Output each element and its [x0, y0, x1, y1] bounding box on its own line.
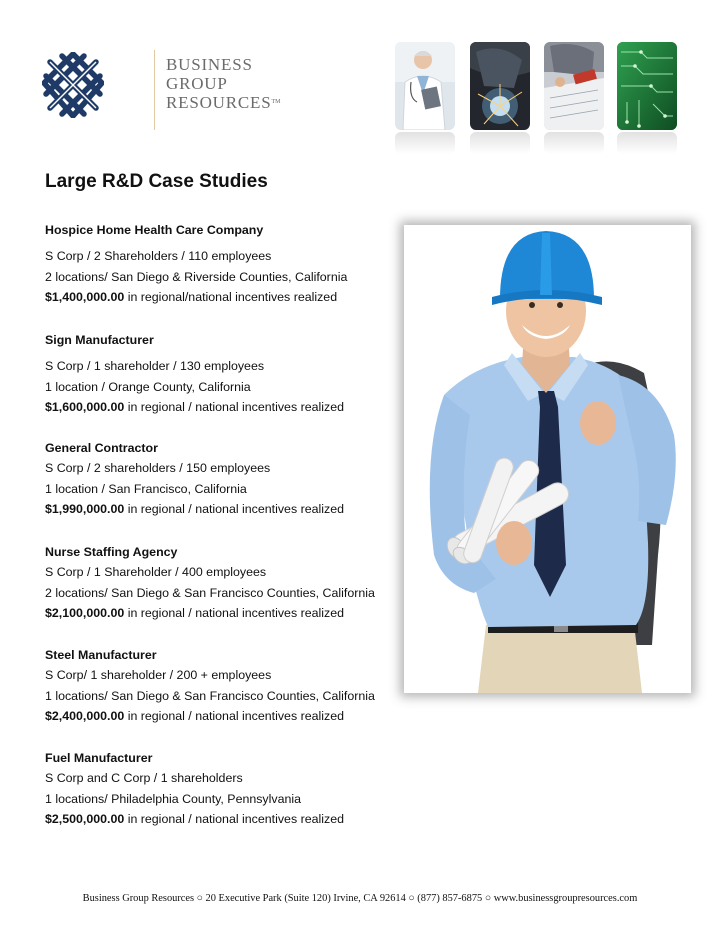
circuit-thumbnail — [617, 42, 677, 130]
thumbnail-reflection — [617, 132, 677, 154]
logo-line-3: RESOURCES™ — [166, 93, 281, 112]
case-structure: S Corp / 2 shareholders / 150 employees — [45, 461, 271, 475]
case-amount: $1,990,000.00 — [45, 502, 125, 517]
case-locations: 1 location / Orange County, California — [45, 379, 251, 394]
case-name: Fuel Manufacturer — [45, 751, 153, 765]
case-name: Steel Manufacturer — [45, 648, 157, 662]
case-name: General Contractor — [45, 441, 158, 455]
case-incentive: $1,400,000.00 in regional/national incentives realized — [45, 290, 338, 305]
case-locations: 1 locations/ San Diego & San Francisco Counties, California — [45, 688, 375, 703]
case-structure: S Corp/ 1 shareholder / 200 + employees — [45, 668, 272, 682]
logo-divider — [154, 50, 155, 130]
case-name: Sign Manufacturer — [45, 333, 154, 347]
welder-thumbnail — [470, 42, 530, 130]
welding-photo-icon — [470, 42, 530, 130]
case-locations: 1 location / San Francisco, California — [45, 481, 247, 496]
case-study — [45, 645, 405, 748]
case-name: Nurse Staffing Agency — [45, 545, 178, 559]
company-logo — [42, 50, 281, 130]
case-locations: 2 locations/ San Diego & Riverside Counties, California — [45, 269, 348, 284]
case-study — [45, 330, 405, 438]
footer-contact: Business Group Resources ○ 20 Executive Park (Suite 120) Irvine, CA 92614 ○ (877) 857-6875 ○ www.businessgroupresources.com — [82, 893, 638, 904]
case-amount: $1,400,000.00 — [45, 290, 125, 305]
case-locations: 1 locations/ Philadelphia County, Pennsylvania — [45, 791, 302, 806]
thumbnail-reflection — [395, 132, 455, 154]
thumbnail-reflection — [544, 132, 604, 154]
case-structure: S Corp / 1 shareholder / 130 employees — [45, 359, 265, 373]
hero-photo — [404, 225, 691, 693]
doctor-photo-icon — [395, 42, 455, 130]
case-study — [45, 438, 405, 542]
case-incentive: $2,500,000.00 in regional / national incentives realized — [45, 812, 344, 827]
drafting-photo-icon — [544, 42, 604, 130]
engineer-thumbnail — [544, 42, 604, 130]
engineer-hard-hat-photo-icon — [404, 225, 691, 693]
doctor-thumbnail — [395, 42, 455, 130]
case-study — [45, 748, 405, 830]
thumbnail-reflection — [470, 132, 530, 154]
circuit-board-photo-icon — [617, 42, 677, 130]
logo-wordmark — [166, 55, 280, 112]
logo-line-2: GROUP — [166, 74, 228, 93]
case-study — [45, 542, 405, 645]
case-incentive: $1,990,000.00 in regional / national incentives realized — [45, 502, 344, 517]
case-amount: $1,600,000.00 — [45, 400, 125, 415]
case-amount: $2,500,000.00 — [45, 812, 125, 827]
case-incentive: $2,100,000.00 in regional / national incentives realized — [45, 606, 344, 621]
case-amount: $2,100,000.00 — [45, 606, 125, 621]
celtic-knot-icon — [42, 52, 104, 118]
case-incentive: $1,600,000.00 in regional / national incentives realized — [45, 400, 344, 415]
logo-line-1: BUSINESS — [166, 55, 253, 74]
case-structure: S Corp / 2 Shareholders / 110 employees — [45, 249, 272, 263]
case-study-list — [45, 220, 405, 830]
page-title: Large R&D Case Studies — [45, 171, 268, 192]
case-amount: $2,400,000.00 — [45, 709, 125, 724]
case-study — [45, 220, 405, 330]
case-incentive: $2,400,000.00 in regional / national incentives realized — [45, 709, 344, 724]
case-locations: 2 locations/ San Diego & San Francisco Counties, California — [45, 585, 375, 600]
case-structure: S Corp and C Corp / 1 shareholders — [45, 771, 243, 785]
case-structure: S Corp / 1 Shareholder / 400 employees — [45, 565, 267, 579]
case-name: Hospice Home Health Care Company — [45, 223, 264, 237]
